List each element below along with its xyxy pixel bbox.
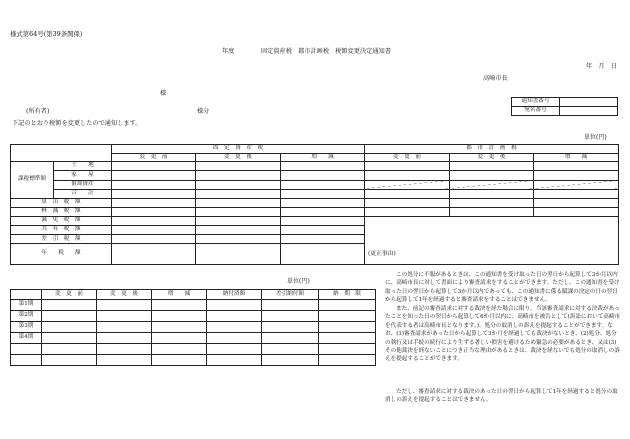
notice-number-box <box>511 97 618 116</box>
col-fixed-diff: 増 減 <box>281 153 365 162</box>
owner-suffix: 様分 <box>197 108 210 115</box>
tax-change-table <box>10 144 619 265</box>
reason-label: (更正事由) <box>368 251 396 257</box>
row-land: 土 地 <box>54 162 112 171</box>
addressee-suffix: 様 <box>160 90 167 97</box>
title-year: 年度 <box>222 48 235 55</box>
period-col-paid: 納付済額 <box>207 290 262 300</box>
row-shared-tax: 共 有 税 額 <box>11 226 112 235</box>
form-number: 様式第64号(第39条関係) <box>10 30 83 38</box>
row-group-taxable-standard: 課税標準額 <box>11 162 54 199</box>
period-corner <box>11 290 42 300</box>
period-col-diff: 増 減 <box>152 290 207 300</box>
address-number-value <box>560 107 618 116</box>
main-unit: 単位(円) <box>584 134 607 141</box>
installment-table <box>10 289 376 366</box>
col-fixed-before: 変 更 前 <box>112 153 196 162</box>
group-fixed-asset: 固 定 資 産 税 <box>112 145 365 154</box>
row-calc-tax: 算 出 税 額 <box>11 198 112 207</box>
row-house: 家 屋 <box>54 171 112 180</box>
row-annual-tax: 年 税 額 <box>11 244 112 265</box>
corner-cell <box>11 145 112 162</box>
group-city-planning: 都 市 計 画 税 <box>365 145 619 154</box>
issue-date: 年 月 日 <box>586 63 617 70</box>
period-unit: 単位(円) <box>287 278 310 285</box>
period-col-due: 納 期 限 <box>319 290 376 300</box>
row-depreciable: 償却資産 <box>54 180 112 189</box>
note-appeal: この処分に不服があるときは、この通知書を受け取った日の翌日から起算して3か月以内に、高崎市長に対して書面により審査請求をすることができます。ただし、この通知書を受け取った日の翌日から起算して3か月以内であっても、この通知書に係る賦課の決定の日の翌日から起算して1年を経過すると審査請求をすることはできません。 <box>385 272 620 304</box>
row-reduction-tax: 軽 減 税 額 <box>11 207 112 216</box>
row-total: 合 計 <box>54 189 112 198</box>
intro-text: 下記のとおり税額を変更したので通知します。 <box>12 120 142 127</box>
note-lawsuit: また、前記の審査請求に対する裁決を経た場合に限り、当該審査請求に対する決裁があったことを知った日の翌日から起算して6か月以内に、高崎市を被告として(訴訟において高崎市を代表する者は高崎市長となります。)、処分の取消しの訴えを提起することができます。なお、(1)審査請求があった日から起算して3か月を経過しても裁決がないとき、(2)処分、処分の執行又は手続の続行により生ずる著しい損害を避けるため緊急の必要があるとき、又は(3)その他裁決を経ないことにつき正当な理由があるときは、裁決を経ないでも処分の取消しの訴えを提起することができます。 <box>385 306 621 363</box>
address-number-label: 宛名番号 <box>512 107 560 116</box>
row-deduction-tax: 差 引 税 額 <box>11 235 112 244</box>
row-exemption-tax: 減 免 税 額 <box>11 217 112 226</box>
period-row-1: 第1期 <box>11 300 42 311</box>
note-limit: ただし、審査請求に対する裁決のあった日の翌日から起算して1年を経過すると処分の取消しの訴えを提起することはできません。 <box>385 389 618 404</box>
period-row-3: 第3期 <box>11 322 42 333</box>
col-city-diff: 増 減 <box>534 153 619 162</box>
col-city-before: 変 更 前 <box>365 153 450 162</box>
period-row-4: 第4期 <box>11 333 42 344</box>
owner-label: (所有者) <box>26 108 50 115</box>
col-city-after: 変 更 後 <box>450 153 534 162</box>
period-col-balance: 差引納付額 <box>262 290 319 300</box>
page-title: 固定資産税 都市計画税 税額変更決定通知書 <box>261 48 391 55</box>
col-fixed-after: 変 更 後 <box>196 153 281 162</box>
notice-number-value <box>560 98 618 107</box>
issuer: 高崎市長 <box>483 75 508 82</box>
notice-number-label: 通知書番号 <box>512 98 560 107</box>
period-row-2: 第2期 <box>11 311 42 322</box>
period-col-after: 変 更 後 <box>97 290 152 300</box>
period-col-before: 変 更 前 <box>42 290 97 300</box>
